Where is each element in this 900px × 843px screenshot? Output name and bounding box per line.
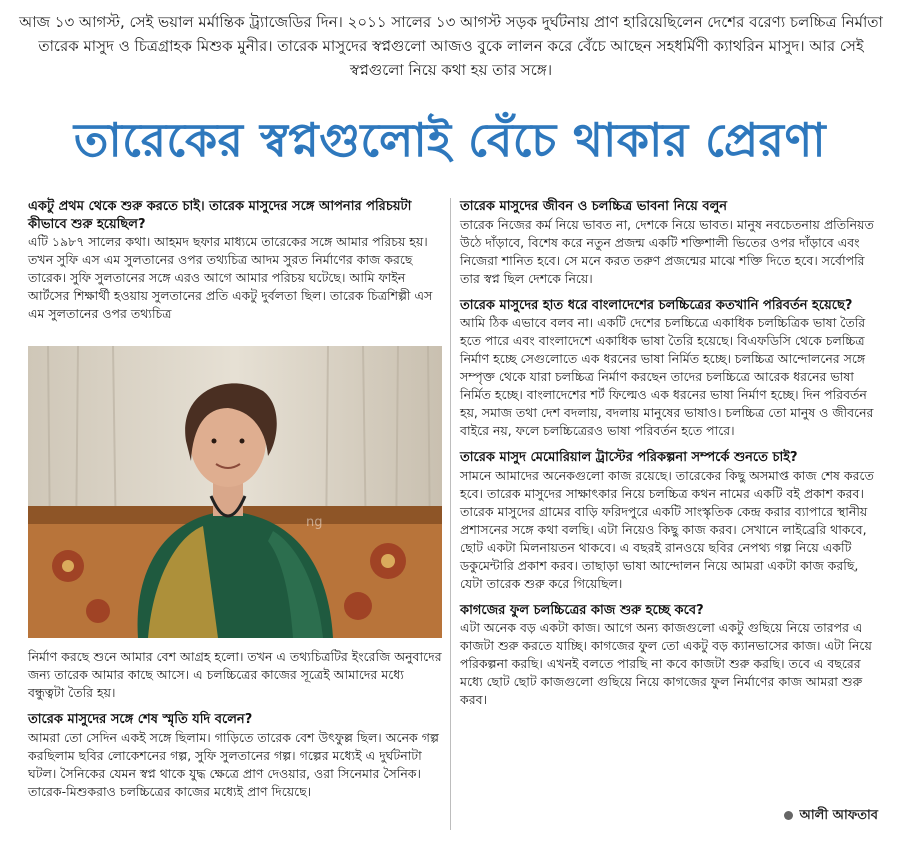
headline: তারেকের স্বপ্নগুলোই বেঁচে থাকার প্রেরণা (73, 113, 827, 167)
qa-block-1 (28, 198, 442, 323)
qa-block-4 (460, 297, 878, 441)
answer-2: আমরা তো সেদিন একই সঙ্গে ছিলাম। গাড়িতে তারেক বেশ উৎফুল্ল ছিল। অনেক গল্প করছিলাম ছবির লোকেশনের গল্প, সুফি সুলতানের গল্প। গল্পের মধ্যেই এ দুর্ঘটনাটা ঘটল। সৈনিকের যেমন স্বপ্ন থাকে যুদ্ধ ক্ষেত্রে প্রাণ দেওয়ার, ওরা সিনেমার সৈনিক। তারেক-মিশুকরাও চলচ্চিত্রের কাজের মধ্যেই প্রাণ দিয়েছে। (28, 729, 439, 799)
left-column (28, 198, 442, 332)
qa-block-2 (28, 711, 442, 801)
answer-6: এটা অনেক বড় একটা কাজ। আগে অন্য কাজগুলো একটু গুছিয়ে নিয়ে তারপর এ কাজটা শুরু করতে যাচ্ছি। কাগজের ফুল তো একটু বড় ক্যানভাসের কাজ। এটা নিয়ে পরিকল্পনা করছি। এখনই বলতে পারছি না কবে কাজটা শুরু করছি। তবে এ বছরের মধ্যে ছোট ছোট কাজগুলো গুছিয়ে নিয়ে কাগজের ফুল নির্মাণের কাজ আমরা শুরু করব। (460, 620, 872, 707)
column-divider (450, 198, 451, 830)
photo-watermark: ng (306, 515, 323, 530)
question-6: কাগজের ফুল চলচ্চিত্রের কাজ শুরু হচ্ছে কবে? (460, 602, 704, 618)
byline-author: আলী আফতাব (799, 808, 878, 823)
answer-3: তারেক নিজের কর্ম নিয়ে ভাবত না, দেশকে নিয়ে ভাবত। মানুষ নবচেতনায় প্রতিনিয়ত উঠে দাঁড়াবে, বিশেষ করে নতুন প্রজন্ম একটি শক্তিশালী ভিতের ওপর দাঁড়াবে এবং নিজেরা শানিত হবে। সে মনে করত তরুণ প্রজন্মের মাঝে শক্তি দিতে হবে। সর্বোপরি তার স্বপ্ন ছিল দেশকে নিয়ে। (460, 216, 874, 286)
portrait-photo (28, 346, 442, 638)
right-column (460, 198, 878, 718)
question-5: তারেক মাসুদ মেমোরিয়াল ট্রাস্টের পরিকল্পনা সম্পর্কে শুনতে চাই? (460, 450, 798, 465)
answer-4: আমি ঠিক এভাবে বলব না। একটি দেশের চলচ্চিত্রে একাধিক চলচ্চিত্রিক ভাষা তৈরি হতে পারে এবং বাংলাদেশে একাধিক ভাষা তৈরি হয়েছে। বিএফডিসি থেকে চলচ্চিত্র নির্মাণ হচ্ছে সেগুলোতে এক ধরনের ভাষা নির্মিত হচ্ছে। চলচ্চিত্র আন্দোলনের সঙ্গে সম্পৃক্ত থেকে যারা চলচ্চিত্র নির্মাণ করছেন তাদের চলচ্চিত্রে আরেক ধরনের ভাষা নির্মিত হচ্ছে। বাংলাদেশের শর্ট ফিল্মেও এক ধরনের ভাষা নির্মাণ হচ্ছে। দিন পরিবর্তন হয়, সমাজ তথা দেশ বদলায়, বদলায় মানুষের ভাষাও। চলচ্চিত্র তো মানুষ ও জীবনের বাইরে নয়, ফলে চলচ্চিত্রেরও ভাষা পরিবর্তন হতে পারে। (460, 315, 874, 438)
question-1: একটু প্রথম থেকে শুরু করতে চাই। তারেক মাসুদের সঙ্গে আপনার পরিচয়টা কীভাবে শুরু হয়েছিল? (28, 199, 412, 232)
qa-block-6 (460, 602, 878, 710)
left-column-continued (28, 648, 442, 810)
bullet-icon (784, 811, 793, 820)
question-2: তারেক মাসুদের সঙ্গে শেষ স্মৃতি যদি বলেন? (28, 712, 253, 727)
portrait-illustration (28, 346, 442, 638)
byline (784, 806, 878, 827)
qa-block-5 (460, 449, 878, 593)
answer-1-bottom: নির্মাণ করছে শুনে আমার বেশ আগ্রহ হলো। তখন এ তথ্যচিত্রটির ইংরেজি অনুবাদের জন্য তারেক আমার কাছে আসে। এ চলচ্চিত্রের কাজের সূত্রেই আমাদের মধ্যে বন্ধুত্বটা তৈরি হয়। (28, 649, 442, 700)
answer-5: সামনে আমাদের অনেকগুলো কাজ রয়েছে। তারেকের কিছু অসমাপ্ত কাজ শেষ করতে হবে। তারেক মাসুদের সাক্ষাৎকার নিয়ে চলচ্চিত্র কথন নামের একটি বই প্রকাশ করব। তারেক মাসুদের গ্রামের বাড়ি ফরিদপুরে একটি সাংস্কৃতিক কেন্দ্র করার ব্যাপারে স্থানীয় প্রশাসনের সঙ্গে কথা বলছি। এটা নিয়েও কিছু কাজ করব। সেখানে লাইব্রেরি থাকবে, ছোট একটা মিলনায়তন থাকবে। এ বছরই রানওয়ে ছবির নেপথ্য গল্প নিয়ে একটি ডকুমেন্টারি প্রকাশ করব। তাছাড়া ভাষা আন্দোলন নিয়ে আমরা একটা কাজ করছি, যেটা তারেক শুরু করে গিয়েছিল। (460, 467, 874, 591)
qa-block-3 (460, 198, 878, 288)
answer-1-top: এটি ১৯৮৭ সালের কথা। আহমদ ছফার মাধ্যমে তারেকের সঙ্গে আমার পরিচয় হয়। তখন সুফি এস এম সুলতানের ওপর তথ্যচিত্র আদম সুরত নির্মাণের কাজ করছে তারেক। সুফি সুলতানের সঙ্গে এরও আগে আমার পরিচয় ঘটেছে। আমি ফাইন আর্টসের শিক্ষার্থী হওয়ায় সুলতানের প্রতি একটু দুর্বলতা ছিল। তারেক চিত্রশিল্পী এস এম সুলতানের ওপর তথ্যচিত্র (28, 234, 433, 321)
qa-block-1-cont (28, 648, 442, 702)
question-4: তারেক মাসুদের হাত ধরে বাংলাদেশের চলচ্চিত্রের কতখানি পরিবর্তন হয়েছে? (460, 297, 853, 313)
intro-paragraph: আজ ১৩ আগস্ট, সেই ভয়াল মর্মান্তিক ট্র্যাজেডির দিন। ২০১১ সালের ১৩ আগস্ট সড়ক দুর্ঘটনায় প্রাণ হারিয়েছিলেন দেশের বরেণ্য চলচ্চিত্র নির্মাতা তারেক মাসুদ ও চিত্রগ্রাহক মিশুক মুনীর। তারেক মাসুদের স্বপ্নগুলো আজও বুকে লালন করে বেঁচে আছেন সহধর্মিণী ক্যাথরিন মাসুদ। আর সেই স্বপ্নগুলো নিয়ে কথা হয় তার সঙ্গে। (19, 13, 883, 79)
question-3: তারেক মাসুদের জীবন ও চলচ্চিত্র ভাবনা নিয়ে বলুন (460, 199, 728, 214)
